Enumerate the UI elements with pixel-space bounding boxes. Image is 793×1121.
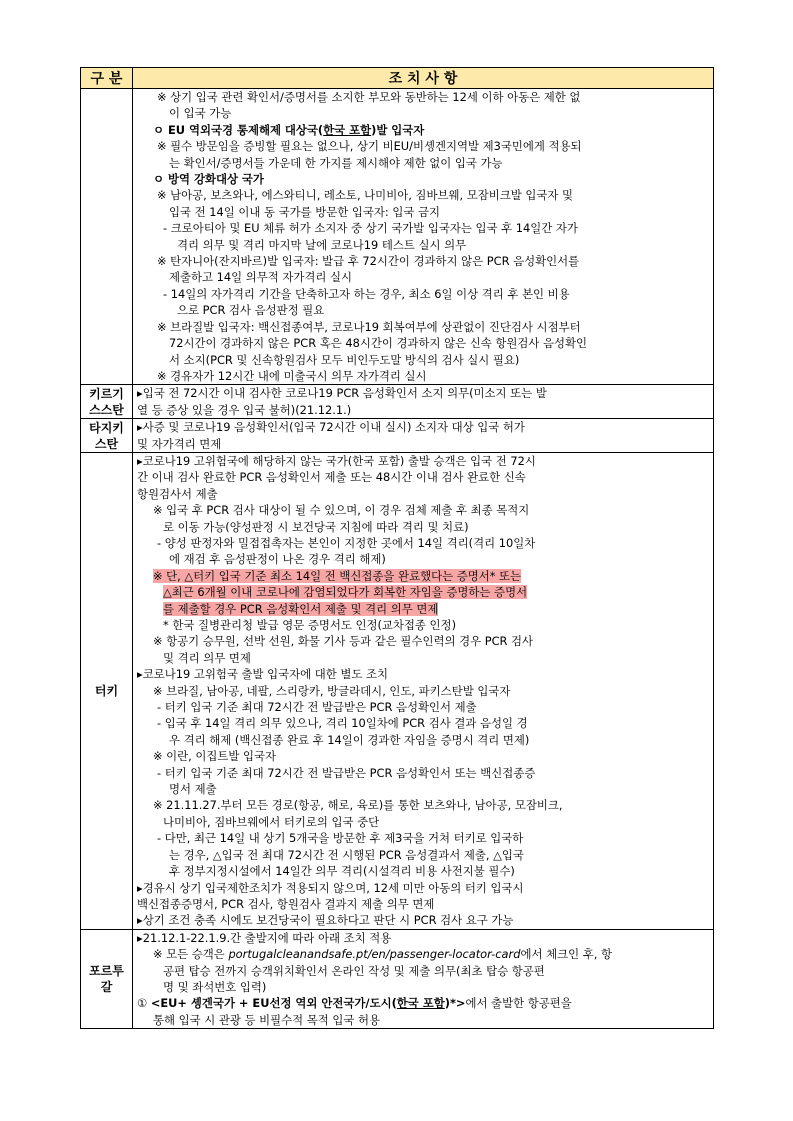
locator-url-link[interactable]: portugalcleanandsafe.pt/en/passenger-locator-card [228,947,521,962]
bullet-line: 백신접종증명서, PCR 검사, 항원검사 결과지 제출 의무 면제 [137,896,435,911]
bullet-line: ▸코로나19 고위험국 출발 입국자에 대한 별도 조치 [137,667,389,682]
bullet-line: 및 자가격리 면제 [137,436,222,451]
note-line: ※ 필수 방문임을 증빙할 필요는 없으나, 상기 비EU/비솅겐지역발 제3국민에게 적용되 [157,139,582,154]
bullet-line: ▸21.12.1-22.1.9.간 출발지에 따라 아래 조치 적용 [137,930,392,945]
bullet-line: 항원검사서 제출 [137,486,218,501]
note-line: ※ 입국 후 PCR 검사 대상이 될 수 있으며, 이 경우 검체 제출 후 최종 목적지 [153,503,530,518]
dash-line: 에 재검 후 음성판정이 나온 경우 격리 해제) [169,552,386,567]
bullet-line: ▸경유시 상기 입국제한조치가 적용되지 않으며, 12세 미만 아동의 터키 입국시 [137,880,524,895]
highlighted-note-line: ※ 단, △터키 입국 기준 최소 14일 전 백신접종을 완료했다는 증명서* 또는 [153,568,522,583]
table-row-portugal [81,929,714,1028]
note-line: ※ 남아공, 보츠와나, 에스와티니, 레소토, 나미비아, 짐바브웨, 모잠비크발 입국자 및 [157,188,573,203]
note-line: ※ 경유자가 12시간 내에 미출국시 의무 자가격리 실시 [157,368,427,383]
note-line: ※ 브라질, 남아공, 네팔, 스리랑카, 방글라데시, 인도, 파키스탄발 입국자 [153,683,511,698]
note-line: 이 입국 가능 [169,106,232,121]
dash-line: - 터키 입국 기준 최대 72시간 전 발급받은 PCR 음성확인서 또는 백신접종증 [157,765,536,780]
bullet-line: ▸사증 및 코로나19 음성확인서(입국 72시간 이내 실시) 소지자 대상 입국 허가 [137,420,525,435]
note-line: 는 확인서/증명서들 가운데 한 가지를 제시해야 제한 없이 입국 가능 [169,155,503,170]
note-line: 제출하고 14일 의무적 자가격리 실시 [169,270,353,285]
note-line: ※ 21.11.27.부터 모든 경로(항공, 해로, 육로)를 통한 보츠와나, 남아공, 모잠비크, [153,798,563,813]
dash-line: - 입국 후 14일 격리 의무 있으나, 격리 10일차에 PCR 검사 결과 음성일 경 [157,716,528,731]
highlighted-note-line: 를 제출할 경우 PCR 음성확인서 제출 및 격리 의무 면제 [163,601,439,616]
note-line: 공편 탑승 전까지 승객위치확인서 온라인 작성 및 제출 의무(최초 탑승 항공편 [163,963,545,978]
numbered-line: 통해 입국 시 관광 등 비필수적 목적 입국 허용 [153,1012,381,1027]
country-name-portugal: 포르투갈 [81,929,133,1028]
bullet-line: 열 등 증상 있을 경우 입국 불허)(21.12.1.) [137,402,352,417]
country-name-kyrgyzstan: 키르기스스탄 [81,385,133,419]
footnote-line: * 한국 질병관리청 발급 영문 증명서도 인정(교차접종 인정) [163,618,457,632]
dash-line: - 터키 입국 기준 최대 72시간 전 발급받은 PCR 음성확인서 제출 [157,700,477,715]
dash-line: 으로 PCR 검사 음성판정 필요 [177,303,325,318]
bullet-line: ▸입국 전 72시간 이내 검사한 코로나19 PCR 음성확인서 소지 의무(미소지 또는 발 [137,386,547,401]
note-line: ※ 모든 승객은 portugalcleanandsafe.pt/en/passenger-locator-card에서 체크인 후, 항 [153,947,612,962]
dash-line: 후 정부지정시설에서 14일간 의무 격리(시설격리 비용 사전지불 필수) [169,864,515,879]
dash-line: 명서 제출 [169,782,217,797]
country-cell-empty [81,89,133,385]
country-name-turkey: 터키 [81,452,133,929]
measures-cell-tajikistan [133,419,714,453]
dash-line: 우 격리 해제 (백신접종 완료 후 14일이 경과한 자임을 증명시 격리 면제) [169,732,530,747]
note-line: 명 및 좌석번호 입력) [163,979,267,994]
bullet-line: 간 이내 검사 완료한 PCR 음성확인서 제출 또는 48시간 이내 검사 완료한 신속 [137,470,526,485]
note-line: ※ 상기 입국 관련 확인서/증명서를 소지한 부모와 동반하는 12세 이하 아동은 제한 없 [157,90,581,104]
measures-table [80,67,714,1029]
measures-cell-kyrgyzstan [133,385,714,419]
table-row-continued [81,89,714,385]
table-row-tajikistan [81,419,714,453]
note-line: 로 이동 가능(양성판정 시 보건당국 지침에 따라 격리 및 치료) [163,519,469,534]
numbered-line: ① <EU+ 솅겐국가 + EU선정 역외 안전국가/도시(한국 포함)*>에서 출발한 항공편을 [137,996,572,1011]
measures-cell-portugal [133,929,714,1028]
bullet-line: ▸상기 조건 충족 시에도 보건당국이 필요하다고 판단 시 PCR 검사 요구 가능 [137,913,514,928]
note-line: ※ 이란, 이집트발 입국자 [153,749,277,764]
note-line: 72시간이 경과하지 않은 PCR 혹은 48시간이 경과하지 않은 신속 항원검사 음성확인 [169,336,588,351]
note-line: 서 소지(PCR 및 신속항원검사 모두 비인두도말 방식의 검사 실시 필요) [169,352,520,367]
dash-line: - 양성 판정자와 밀접접촉자는 본인이 지정한 곳에서 14일 격리(격리 10일차 [157,535,536,550]
bullet-line: ▸코로나19 고위험국에 해당하지 않는 국가(한국 포함) 출발 승객은 입국 전 72시 [137,453,536,468]
measures-cell-continued [133,89,714,385]
note-line: ※ 브라질발 입국자: 백신접종여부, 코로나19 회복여부에 상관없이 진단검사 시점부터 [157,319,581,334]
measures-cell-turkey [133,452,714,929]
note-line: 입국 전 14일 이내 동 국가를 방문한 입국자: 입국 금지 [169,204,440,219]
section-heading: ㅇ EU 역외국경 통제해제 대상국(한국 포함)발 입국자 [153,122,425,137]
note-line: 나미비아, 짐바브웨에서 터키로의 입국 중단 [163,814,380,829]
section-heading: ㅇ 방역 강화대상 국가 [153,172,264,187]
header-category: 구 분 [81,68,133,89]
header-measures: 조 치 사 항 [133,68,714,89]
note-line: 및 격리 의무 면제 [163,650,251,665]
note-line: ※ 항공기 승무원, 선박 선원, 화물 기사 등과 같은 필수인력의 경우 PCR 검사 [153,634,534,649]
table-row-kyrgyzstan [81,385,714,419]
dash-line: - 다만, 최근 14일 내 상기 5개국을 방문한 후 제3국을 거쳐 터키로 입국하 [157,831,524,846]
dash-line: - 14일의 자가격리 기간을 단축하고자 하는 경우, 최소 6일 이상 격리 후 본인 비용 [163,286,570,301]
table-header-row [81,68,714,89]
dash-line: - 크로아티아 및 EU 체류 허가 소지자 중 상기 국가발 입국자는 입국 후 14일간 자가 [163,221,578,236]
country-name-tajikistan: 타지키스탄 [81,419,133,453]
table-row-turkey [81,452,714,929]
highlighted-note-line: △최근 6개월 이내 코로나에 감염되었다가 회복한 자임을 증명하는 증명서 [163,585,528,600]
dash-line: 는 경우, △입국 전 최대 72시간 전 시행된 PCR 음성결과서 제출, △입국 [169,847,524,862]
note-line: ※ 탄자니아(잔지바르)발 입국자: 발급 후 72시간이 경과하지 않은 PCR 음성확인서를 [157,254,580,269]
dash-line: 격리 의무 및 격리 마지막 날에 코로나19 테스트 실시 의무 [177,237,467,252]
